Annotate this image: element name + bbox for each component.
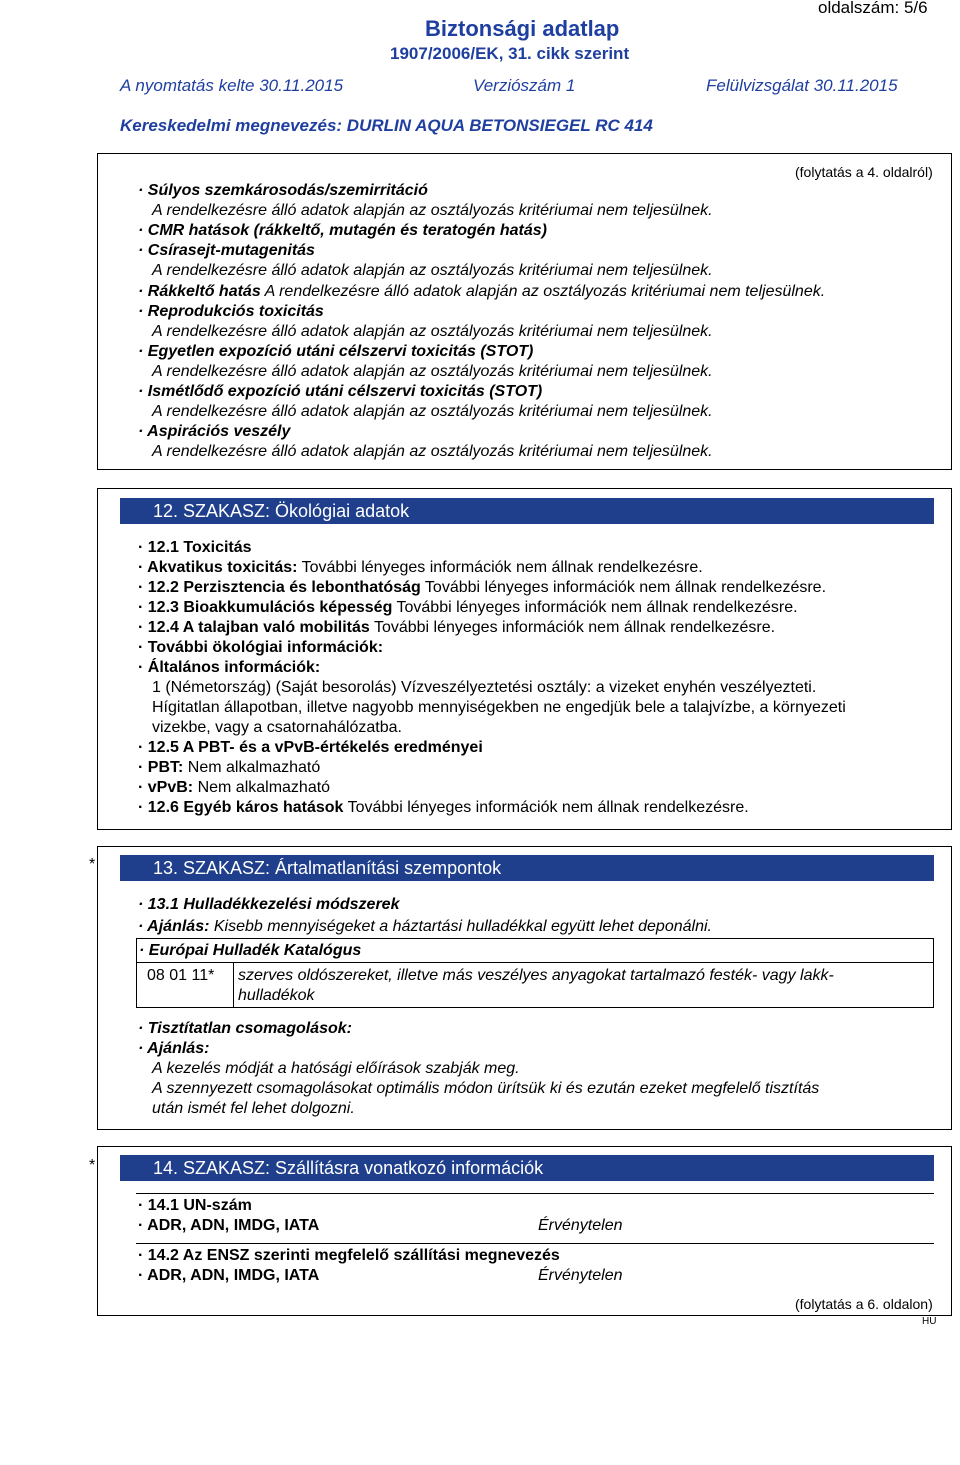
text-packaging-3: után ismét fel lehet dolgozni. [152, 1100, 355, 1117]
page-number: oldalszám: 5/6 [818, 0, 928, 17]
heading-eye-damage: · Súlyos szemkárosodás/szemirritáció [138, 182, 428, 199]
text-recommendation-1: Kisebb mennyiségeket a háztartási hulladékkal együtt lehet deponálni. [209, 918, 712, 935]
label-pbt: · PBT: [138, 759, 184, 776]
label-vpvb: · vPvB: [138, 779, 194, 796]
heading-uncleaned-packaging: · Tisztítatlan csomagolások: [138, 1020, 352, 1037]
heading-persistence: · 12.2 Perzisztencia és lebonthatóság [138, 579, 421, 596]
line-soil-mobility [138, 618, 775, 638]
label-transport-modes-2: · ADR, ADN, IMDG, IATA [138, 1267, 320, 1284]
value-vpvb: Nem alkalmazható [193, 779, 331, 796]
value-un-number: Érvénytelen [538, 1217, 623, 1234]
value-shipping-name: Érvénytelen [538, 1267, 623, 1284]
line-bioaccumulation [138, 598, 798, 618]
section-13-heading: 13. SZAKASZ: Ártalmatlanítási szempontok [120, 855, 934, 881]
heading-stot-repeated: · Ismétlődő expozíció utáni célszervi toxicitás (STOT) [138, 383, 543, 400]
document-title: Biztonsági adatlap [425, 16, 620, 41]
text-stot-repeated: A rendelkezésre álló adatok alapján az osztályozás kritériumai nem teljesülnek. [152, 403, 713, 420]
waste-code: 08 01 11* [147, 967, 215, 984]
heading-soil-mobility: · 12.4 A talajban való mobilitás [138, 619, 370, 636]
heading-toxicity: · 12.1 Toxicitás [138, 539, 252, 556]
text-packaging-1: A kezelés módját a hatósági előírások szabják meg. [152, 1060, 520, 1077]
heading-other-effects: · 12.6 Egyéb káros hatások [138, 799, 344, 816]
text-persistence: További lényeges információk nem állnak rendelkezésre. [420, 579, 827, 596]
waste-description-2: hulladékok [238, 987, 315, 1004]
text-stot-single: A rendelkezésre álló adatok alapján az osztályozás kritériumai nem teljesülnek. [152, 363, 713, 380]
heading-shipping-name: · 14.2 Az ENSZ szerinti megfelelő szállítási megnevezés [138, 1247, 560, 1264]
waste-catalog-table [136, 938, 934, 1008]
document-subtitle: 1907/2006/EK, 31. cikk szerint [390, 44, 630, 63]
waste-description-1: szerves oldószereket, illetve más veszélyes anyagokat tartalmazó festék- vagy lakk- [238, 967, 834, 984]
line-pbt [138, 758, 320, 778]
line-aquatic-toxicity [138, 558, 703, 578]
heading-further-eco-info: · További ökológiai információk: [138, 639, 384, 656]
line-persistence [138, 578, 826, 598]
heading-aspiration: · Aspirációs veszély [138, 423, 291, 440]
heading-stot-single: · Egyetlen expozíció utáni célszervi toxicitás (STOT) [138, 343, 534, 360]
revision-date: Felülvizsgálat 30.11.2015 [706, 76, 898, 95]
un-number-group [136, 1193, 934, 1194]
text-soil-mobility: További lényeges információk nem állnak rendelkezésre. [369, 619, 776, 636]
heading-un-number: · 14.1 UN-szám [138, 1197, 252, 1214]
trade-name: Kereskedelmi megnevezés: DURLIN AQUA BETONSIEGEL RC 414 [120, 116, 653, 135]
text-eye-damage: A rendelkezésre álló adatok alapján az osztályozás kritériumai nem teljesülnek. [152, 202, 713, 219]
text-other-effects: További lényeges információk nem állnak rendelkezésre. [343, 799, 749, 816]
section-12-heading: 12. SZAKASZ: Ökológiai adatok [120, 498, 934, 524]
line-carcinogenicity [138, 282, 825, 302]
waste-catalog-divider [233, 963, 234, 1008]
label-recommendation-1: · Ajánlás: [138, 918, 210, 935]
heading-bioaccumulation: · 12.3 Bioakkumulációs képesség [138, 599, 393, 616]
heading-pbt-vpvb: · 12.5 A PBT- és a vPvB-értékelés eredményei [138, 739, 483, 756]
print-date: A nyomtatás kelte 30.11.2015 [120, 76, 344, 95]
section-14-heading: 14. SZAKASZ: Szállításra vonatkozó információk [120, 1155, 934, 1181]
heading-carcinogenicity: · Rákkeltő hatás [138, 283, 261, 300]
language-code: HU [922, 1316, 937, 1327]
text-mutagenicity: A rendelkezésre álló adatok alapján az osztályozás kritériumai nem teljesülnek. [152, 262, 713, 279]
heading-cmr: · CMR hatások (rákkeltő, mutagén és teratogén hatás) [138, 222, 547, 239]
heading-reproductive: · Reprodukciós toxicitás [138, 303, 324, 320]
shipping-name-group [136, 1243, 934, 1244]
text-undiluted-2: vizekbe, vagy a csatornahálózatba. [152, 719, 402, 736]
text-bioaccumulation: További lényeges információk nem állnak rendelkezésre. [392, 599, 798, 616]
heading-general-info: · Általános információk: [138, 659, 321, 676]
text-water-hazard-class: 1 (Németország) (Saját besorolás) Vízveszélyeztetési osztály: a vizeket enyhén veszélyezteti. [152, 679, 817, 696]
waste-catalog-title: · Európai Hulladék Katalógus [139, 942, 362, 959]
label-transport-modes-1: · ADR, ADN, IMDG, IATA [138, 1217, 320, 1234]
text-aquatic-toxicity: További lényeges információk nem állnak rendelkezésre. [297, 559, 703, 576]
heading-waste-methods: · 13.1 Hulladékkezelési módszerek [138, 896, 400, 913]
text-packaging-2: A szennyezett csomagolásokat optimális módon ürítsük ki és ezután ezeket megfelelő tisztítás [152, 1080, 820, 1097]
value-pbt: Nem alkalmazható [183, 759, 321, 776]
line-vpvb [138, 778, 330, 798]
change-marker-14: * [89, 1157, 96, 1174]
heading-mutagenicity: · Csírasejt-mutagenitás [138, 242, 315, 259]
version-number: Verziószám 1 [473, 76, 576, 95]
continued-to-note: (folytatás a 6. oldalon) [795, 1296, 933, 1312]
label-recommendation-2: · Ajánlás: [138, 1040, 210, 1057]
text-aspiration: A rendelkezésre álló adatok alapján az osztályozás kritériumai nem teljesülnek. [152, 443, 713, 460]
line-other-effects [138, 798, 749, 818]
line-recommendation-1 [138, 917, 712, 937]
change-marker-13: * [89, 856, 96, 873]
continued-from-note: (folytatás a 4. oldalról) [795, 164, 933, 180]
heading-aquatic-toxicity: · Akvatikus toxicitás: [138, 559, 298, 576]
text-reproductive: A rendelkezésre álló adatok alapján az osztályozás kritériumai nem teljesülnek. [152, 323, 713, 340]
text-undiluted-1: Hígitatlan állapotban, illetve nagyobb mennyiségekben ne engedjük bele a talajvízbe, a környezeti [152, 699, 846, 716]
text-carcinogenicity: A rendelkezésre álló adatok alapján az osztályozás kritériumai nem teljesülnek. [260, 283, 826, 300]
